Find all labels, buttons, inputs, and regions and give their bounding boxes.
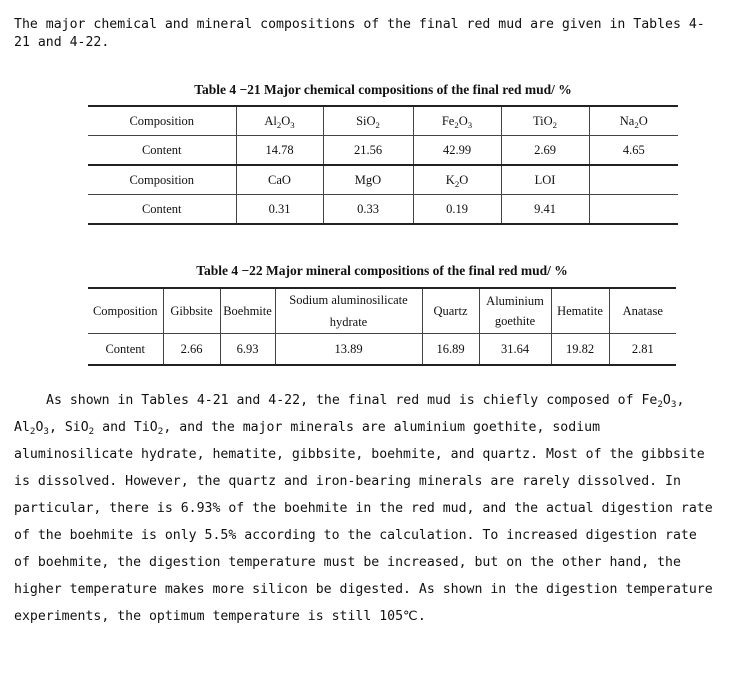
value-cell: 0.31 [236, 195, 323, 225]
value-cell: 14.78 [236, 136, 323, 166]
table-4-22-grid [88, 287, 676, 366]
formula-cell: MgO [323, 165, 413, 195]
table-row [88, 334, 676, 366]
formula-cell: CaO [236, 165, 323, 195]
value-cell: 19.82 [551, 334, 609, 366]
formula-cell: LOI [501, 165, 589, 195]
value-cell: 6.93 [220, 334, 275, 366]
value-cell: 42.99 [413, 136, 501, 166]
column-header: Sodium aluminosilicate hydrate [275, 288, 422, 334]
value-cell: 0.33 [323, 195, 413, 225]
formula-cell: $Al_2O_3$ [236, 106, 323, 136]
column-header: Gibbsite [163, 288, 220, 334]
column-header: Anatase [609, 288, 676, 334]
value-cell: 21.56 [323, 136, 413, 166]
table-4-21-grid [88, 105, 678, 225]
value-cell: 9.41 [501, 195, 589, 225]
formula-cell: $Na_2O$ [589, 106, 678, 136]
row-label: Content [88, 195, 236, 225]
row-label: Content [88, 334, 163, 366]
value-cell: 13.89 [275, 334, 422, 366]
value-cell: 2.66 [163, 334, 220, 366]
table-header-row [88, 288, 676, 334]
row-label: Composition [88, 165, 236, 195]
column-header: Composition [92, 304, 158, 318]
column-header: Aluminium goethite [479, 288, 551, 334]
formula-cell: TiO$_2$ [501, 106, 589, 136]
column-header: Boehmite [220, 288, 275, 334]
column-header: Quartz [422, 288, 479, 334]
table-4-21 [88, 79, 678, 225]
formula-cell: $Fe_2O_3$ [413, 106, 501, 136]
table-row [88, 165, 678, 195]
value-cell: 2.69 [501, 136, 589, 166]
table-4-21-caption: Table 4 −21 Major chemical compositions of the final red mud/ % [194, 82, 572, 97]
table-row [88, 106, 678, 136]
table-row [88, 136, 678, 166]
value-cell: 2.81 [609, 334, 676, 366]
formula-cell: SiO$_2$ [323, 106, 413, 136]
value-cell: 31.64 [479, 334, 551, 366]
empty-cell [589, 165, 678, 195]
table-4-22-caption: Table 4 −22 Major mineral compositions of the final red mud/ % [196, 263, 568, 278]
value-cell: 16.89 [422, 334, 479, 366]
column-header: Hematite [551, 288, 609, 334]
row-label: Composition [129, 113, 195, 128]
table-row [88, 195, 678, 225]
row-label: Content [88, 136, 236, 166]
value-cell: 4.65 [589, 136, 678, 166]
value-cell: 0.19 [413, 195, 501, 225]
body-paragraph: As shown in Tables 4-21 and 4-22, the final red mud is chiefly composed of $Fe_2O_3$, $Al_2O_3$, SiO$_2$ and TiO$_2$, and the major minerals are aluminium goethite, sodium aluminosilicate hydrate, hematite, gibbsite, boehmite, and quartz. Most of the gibbsite is dissolved. However, the quartz and iron-bearing minerals are rarely dissolved. In particular, there is 6.93% of the boehmite in the red mud, and the actual digestion rate of the boehmite is only 5.5% according to the calculation. To increased digestion rate of boehmite, the digestion temperature must be increased, but on the other hand, the higher temperature makes more silicon be digested. As shown in the digestion temperature experiments, the optimum temperature is still 105℃. [14, 393, 713, 624]
intro-text: The major chemical and mineral compositions of the final red mud are given in Tables 4-21 and 4-22. [14, 17, 705, 50]
empty-cell [589, 195, 678, 225]
table-4-22 [88, 260, 676, 366]
formula-cell: $K_2O$ [413, 165, 501, 195]
